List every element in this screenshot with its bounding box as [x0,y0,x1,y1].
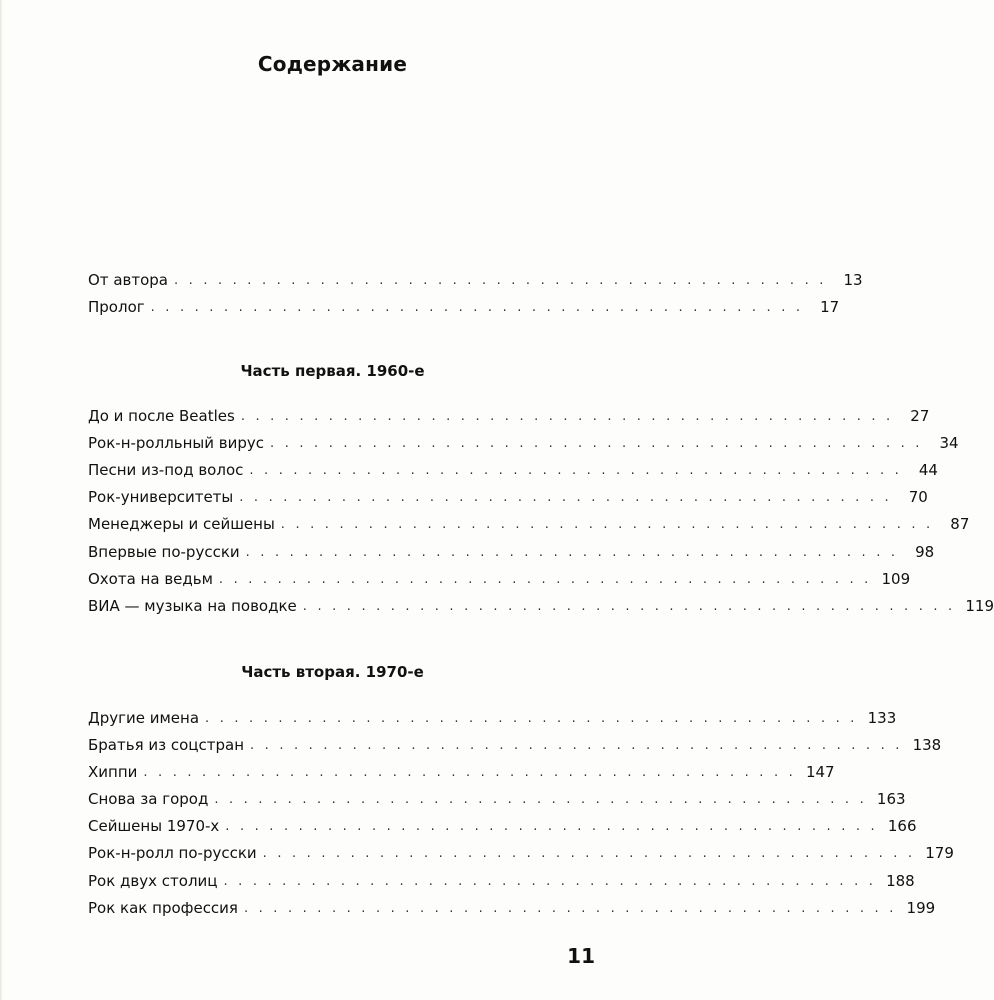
toc-entry [88,563,911,589]
toc-entry-label: Сейшены 1970-х [88,817,220,835]
toc-entry-page: 138 [912,736,942,754]
toc-entry [88,702,897,728]
toc-entry-label: Пролог [88,298,145,316]
toc-entry [88,508,970,534]
toc-entry-page: 109 [881,570,911,588]
toc-entry [88,454,938,480]
toc-entry-label: Рок-н-ролльный вирус [88,434,265,452]
toc-entry-page: 98 [915,543,935,561]
toc-entry-label: Охота на ведьм [88,570,213,588]
toc-leader-dots: . . . . . . . . . . . . . . . . . . . . . . . . . . . . . . . . . . . . . . . . . . . . . [150,300,804,315]
toc-leader-dots: . . . . . . . . . . . . . . . . . . . . . . . . . . . . . . . . . . . . . . . . . . . . . [262,846,916,861]
toc-entry-label: Рок двух столиц [88,872,218,890]
toc-leader-dots: . . . . . . . . . . . . . . . . . . . . . . . . . . . . . . . . . . . . . . . . . . . . . [173,273,827,288]
toc-entry-page: 44 [918,461,938,479]
page-number: 11 [567,944,595,968]
page-title: Содержание [257,52,408,76]
toc-entry-page: 87 [950,515,970,533]
toc-leader-dots: . . . . . . . . . . . . . . . . . . . . . . . . . . . . . . . . . . . . . . . . . . . . . [243,901,897,916]
toc-entry-label: Рок-университеты [88,488,234,506]
toc-entry [88,783,906,809]
toc-entry [88,481,928,507]
toc-entry-page: 179 [925,844,954,862]
toc-entry [88,729,942,755]
toc-entry-page: 188 [886,872,915,890]
toc-leader-dots: . . . . . . . . . . . . . . . . . . . . . . . . . . . . . . . . . . . . . . . . . . . . . [302,599,956,614]
toc-entry-label: Хиппи [88,763,138,781]
toc-leader-dots: . . . . . . . . . . . . . . . . . . . . . . . . . . . . . . . . . . . . . . . . . . . . . [239,490,892,505]
toc-entry-label: Рок как профессия [88,899,238,917]
toc-entry [88,865,915,891]
toc-entry-label: Другие имена [88,709,200,727]
toc-entry-page: 133 [867,709,897,727]
toc-entry-page: 166 [887,817,917,835]
toc-entry [88,427,959,453]
toc-entry-label: Рок-н-ролл по-русски [88,844,257,862]
toc-entry-label: Впервые по-русски [88,543,240,561]
toc-entry-page: 199 [906,899,936,917]
toc-entry [88,590,994,616]
toc-entry-label: От автора [88,271,168,289]
toc-entry [88,810,917,836]
toc-entry-label: До и после Beatles [88,407,235,425]
toc-entry-page: 147 [805,763,835,781]
toc-leader-dots: . . . . . . . . . . . . . . . . . . . . . . . . . . . . . . . . . . . . . . . . . . . . . [250,738,903,753]
toc-entry-page: 119 [965,597,994,615]
toc-leader-dots: . . . . . . . . . . . . . . . . . . . . . . . . . . . . . . . . . . . . . . . . . . . . . [225,819,878,834]
toc-entry-page: 13 [843,271,863,289]
toc-entry-label: Братья из соцстран [88,736,245,754]
toc-entry-page: 27 [910,407,930,425]
toc-entry [88,837,954,863]
toc-leader-dots: . . . . . . . . . . . . . . . . . . . . . . . . . . . . . . . . . . . . . . . . . . . . . [245,545,899,560]
toc-entry [88,892,936,918]
part-heading: Часть первая. 1960-е [240,362,425,380]
toc-entry [88,264,863,290]
toc-leader-dots: . . . . . . . . . . . . . . . . . . . . . . . . . . . . . . . . . . . . . . . . . . . . . [205,711,858,726]
toc-entry-page: 17 [820,298,840,316]
toc-leader-dots: . . . . . . . . . . . . . . . . . . . . . . . . . . . . . . . . . . . . . . . . . . . . . [143,765,796,780]
toc-entry-label: Менеджеры и сейшены [88,515,275,533]
toc-leader-dots: . . . . . . . . . . . . . . . . . . . . . . . . . . . . . . . . . . . . . . . . . . . . . [280,517,934,532]
toc-leader-dots: . . . . . . . . . . . . . . . . . . . . . . . . . . . . . . . . . . . . . . . . . . . . . [240,409,894,424]
toc-entry-page: 163 [876,790,906,808]
toc-entry [88,400,930,426]
toc-leader-dots: . . . . . . . . . . . . . . . . . . . . . . . . . . . . . . . . . . . . . . . . . . . . . [223,874,877,889]
toc-entry-page: 70 [908,488,928,506]
toc-entry-label: Песни из-под волос [88,461,244,479]
toc-entry-page: 34 [939,434,959,452]
toc-leader-dots: . . . . . . . . . . . . . . . . . . . . . . . . . . . . . . . . . . . . . . . . . . . . . [249,463,902,478]
toc-entry [88,291,840,317]
toc-entry-label: ВИА — музыка на поводке [88,597,297,615]
part-heading: Часть вторая. 1970-е [241,663,424,681]
toc-entry [88,536,935,562]
toc-entry [88,756,835,782]
toc-entry-label: Снова за город [88,790,209,808]
toc-leader-dots: . . . . . . . . . . . . . . . . . . . . . . . . . . . . . . . . . . . . . . . . . . . . . [218,572,872,587]
toc-leader-dots: . . . . . . . . . . . . . . . . . . . . . . . . . . . . . . . . . . . . . . . . . . . . . [270,436,923,451]
toc-leader-dots: . . . . . . . . . . . . . . . . . . . . . . . . . . . . . . . . . . . . . . . . . . . . . [214,792,867,807]
page-edge-shadow [0,0,3,1000]
